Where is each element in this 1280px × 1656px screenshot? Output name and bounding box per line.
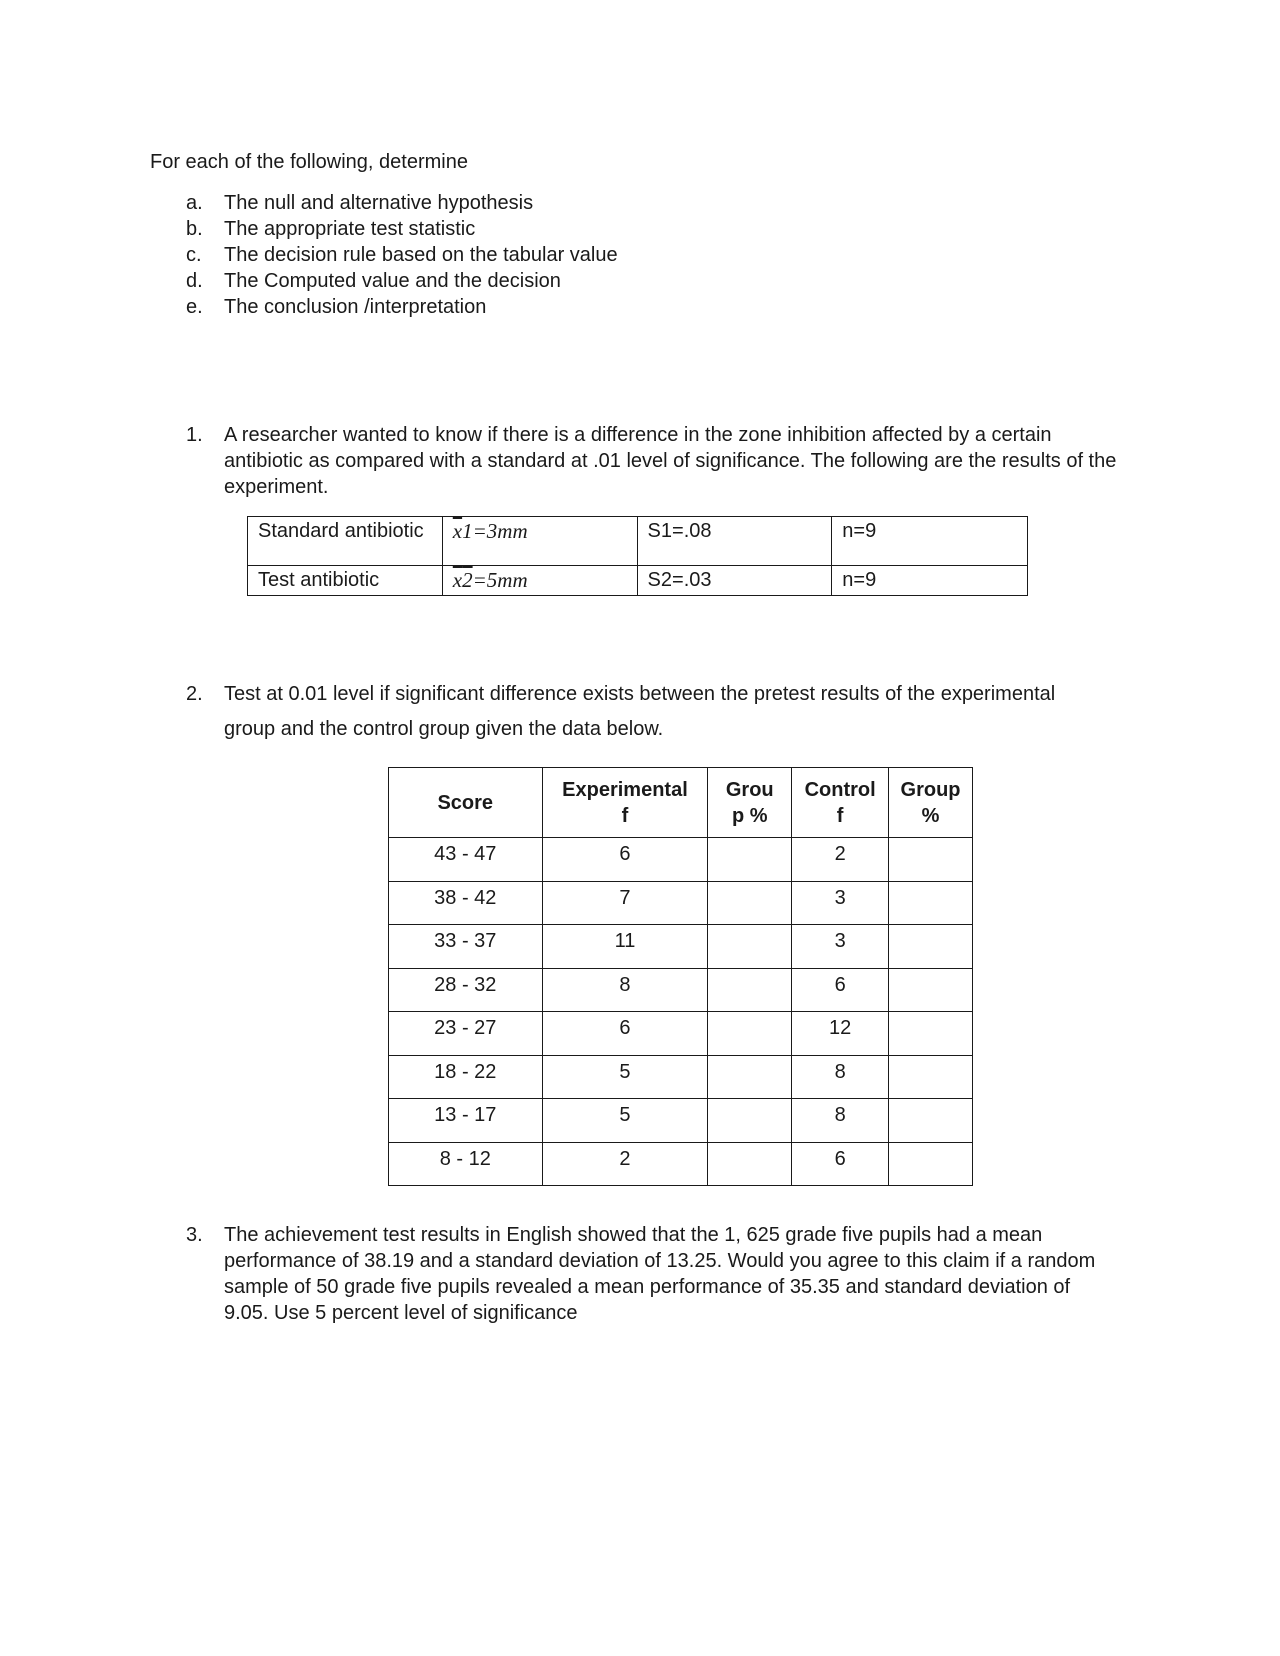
group-percent-cell — [708, 881, 792, 925]
experimental-cell: 5 — [542, 1055, 708, 1099]
group-percent-cell — [708, 1099, 792, 1143]
control-cell: 2 — [792, 838, 889, 882]
control-cell: 6 — [792, 1142, 889, 1186]
score-cell: 18 - 22 — [389, 1055, 543, 1099]
question-2-line-1: Test at 0.01 level if significant difference exists between the pretest results of the experimental — [224, 683, 1056, 705]
question-3-number: 3. — [186, 1224, 203, 1246]
list-marker: c. — [186, 244, 202, 266]
experimental-cell: 8 — [542, 968, 708, 1012]
group-percent-cell — [708, 1012, 792, 1056]
control-cell: 6 — [792, 968, 889, 1012]
group-percent-cell — [708, 968, 792, 1012]
table-row — [389, 1142, 973, 1186]
table-cell — [248, 517, 443, 566]
list-item: The Computed value and the decision — [224, 270, 561, 292]
header-group-percent-1: Grou p % — [708, 768, 792, 838]
group-percent-cell — [889, 1012, 973, 1056]
table-cell: n=9 — [832, 517, 1028, 566]
experimental-cell: 2 — [542, 1142, 708, 1186]
group-percent-cell — [708, 1055, 792, 1099]
table-cell: S1=.08 — [637, 517, 832, 566]
table-row — [248, 517, 1028, 566]
table-row — [389, 838, 973, 882]
group-percent-cell — [708, 1142, 792, 1186]
group-percent-cell — [889, 1099, 973, 1143]
table-cell — [442, 566, 637, 596]
table-row — [389, 881, 973, 925]
header-control: Control f — [792, 768, 889, 838]
question-3-text: The achievement test results in English showed that the 1, 625 grade five pupils had a mean performance of 38.19 and a standard deviation of 13.25. Would you agree to this claim if a random sample of 50 grade five pupils revealed a mean performance of 35.35 and standard deviation of 9.05. Use 5 percent level of significance — [224, 1224, 1096, 1324]
list-item: The null and alternative hypothesis — [224, 192, 534, 214]
group-percent-cell — [889, 968, 973, 1012]
control-cell: 12 — [792, 1012, 889, 1056]
table-cell: n=9 — [832, 566, 1028, 596]
list-marker: e. — [186, 296, 203, 318]
table-row — [389, 925, 973, 969]
mean-formula: $\overline{x}2=5mm$ — [452, 568, 528, 592]
header-group-percent-2: Group % — [889, 768, 973, 838]
frequency-table — [388, 767, 973, 1186]
intro-text: For each of the following, determine — [150, 151, 468, 173]
group-percent-cell — [889, 881, 973, 925]
group-percent-cell — [889, 925, 973, 969]
table-row — [389, 1099, 973, 1143]
score-cell: 28 - 32 — [389, 968, 543, 1012]
group-percent-cell — [708, 925, 792, 969]
group-percent-cell — [889, 1142, 973, 1186]
table-row — [248, 566, 1028, 596]
list-marker: d. — [186, 270, 203, 292]
mean-formula: $\overline{x}1=3mm$ — [452, 519, 528, 543]
table-cell — [442, 517, 637, 566]
table-row — [389, 1055, 973, 1099]
experimental-cell: 6 — [542, 1012, 708, 1056]
control-cell: 3 — [792, 925, 889, 969]
question-1-number: 1. — [186, 424, 203, 446]
experimental-cell: 11 — [542, 925, 708, 969]
list-marker: a. — [186, 192, 203, 214]
control-cell: 8 — [792, 1099, 889, 1143]
score-cell: 38 - 42 — [389, 881, 543, 925]
control-cell: 3 — [792, 881, 889, 925]
question-1-text: A researcher wanted to know if there is a difference in the zone inhibition affected by a certain antibiotic as compared with a standard at .01 level of significance. The following are the results of the experiment. — [224, 424, 1117, 498]
row-label: Test antibiotic — [258, 569, 380, 591]
question-2-line-2: group and the control group given the data below. — [224, 718, 664, 740]
control-cell: 8 — [792, 1055, 889, 1099]
list-item: The conclusion /interpretation — [224, 296, 487, 318]
score-cell: 13 - 17 — [389, 1099, 543, 1143]
header-score: Score — [389, 768, 543, 838]
group-percent-cell — [889, 1055, 973, 1099]
score-cell: 23 - 27 — [389, 1012, 543, 1056]
table-cell — [248, 566, 443, 596]
experimental-cell: 5 — [542, 1099, 708, 1143]
experimental-cell: 7 — [542, 881, 708, 925]
score-cell: 43 - 47 — [389, 838, 543, 882]
list-marker: b. — [186, 218, 203, 240]
row-label: Standard antibiotic — [258, 520, 424, 542]
table-cell: S2=.03 — [637, 566, 832, 596]
question-2-number: 2. — [186, 683, 203, 705]
list-item: The decision rule based on the tabular value — [224, 244, 618, 266]
score-cell: 8 - 12 — [389, 1142, 543, 1186]
group-percent-cell — [708, 838, 792, 882]
table-row — [389, 1012, 973, 1056]
header-experimental: Experimental f — [542, 768, 708, 838]
score-cell: 33 - 37 — [389, 925, 543, 969]
antibiotic-table — [247, 516, 1028, 596]
group-percent-cell — [889, 838, 973, 882]
experimental-cell: 6 — [542, 838, 708, 882]
table-row — [389, 968, 973, 1012]
table-header-row — [389, 768, 973, 838]
list-item: The appropriate test statistic — [224, 218, 476, 240]
